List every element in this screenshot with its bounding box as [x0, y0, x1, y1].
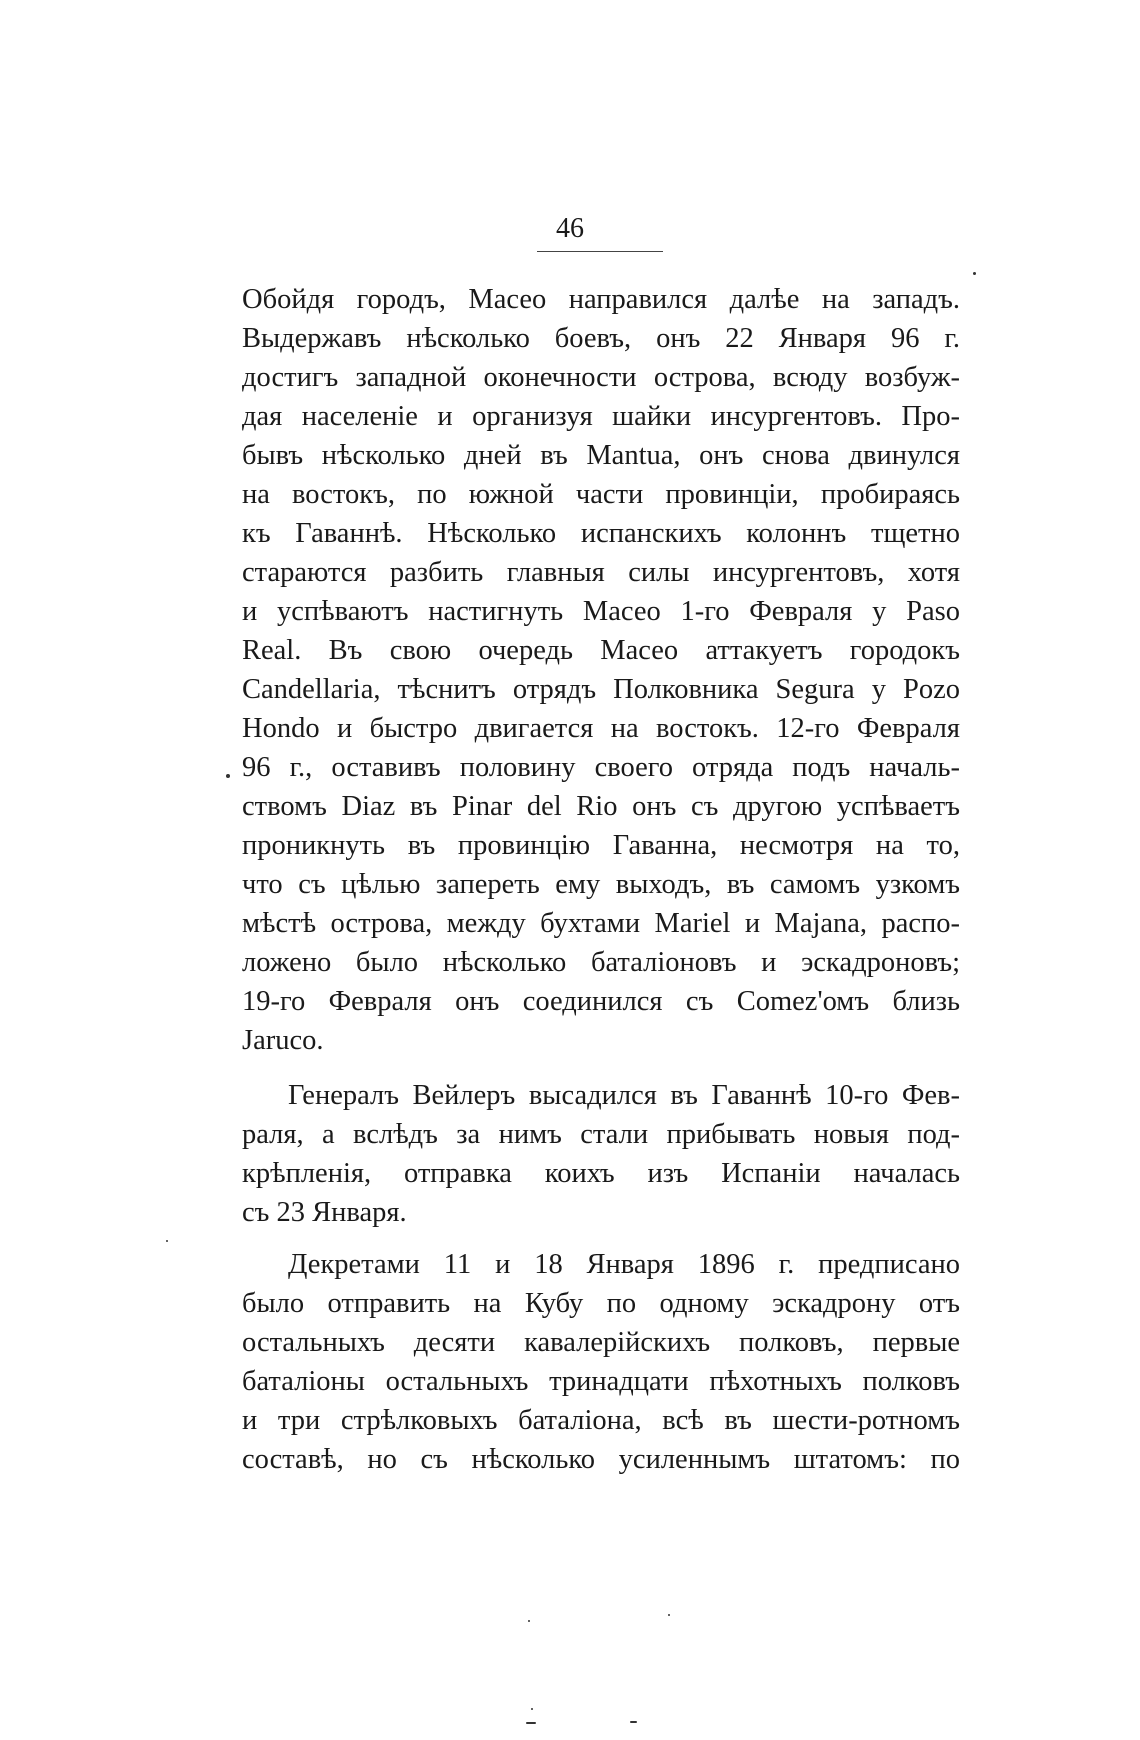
scan-speck — [226, 774, 230, 778]
scan-speck — [973, 272, 976, 275]
scan-speck — [526, 1722, 536, 1724]
text-line: стараются разбить главныя силы инсургентовъ, хотя — [242, 557, 960, 588]
text-line: остальныхъ десяти кавалерійскихъ полковъ, первые — [242, 1327, 960, 1358]
text-line: Декретами 11 и 18 Января 1896 г. предписано — [288, 1249, 960, 1280]
text-line: ложено было нѣсколько баталіоновъ и эскадроновъ; — [242, 947, 960, 978]
text-line: проникнуть въ провинцію Гаванна, несмотря на то, — [242, 830, 960, 861]
text-line: 19-го Февраля онъ соединился съ Comez'омъ близь — [242, 986, 960, 1017]
text-line: Candellaria, тѣснитъ отрядъ Полковника Segura у Pozo — [242, 674, 960, 705]
text-line: мѣстѣ острова, между бухтами Mariel и Majana, распо- — [242, 908, 960, 939]
scan-speck — [528, 1620, 530, 1622]
page-number-rule — [537, 251, 663, 252]
text-line: 96 г., оставивъ половину своего отряда подъ началь- — [242, 752, 960, 783]
text-line: Real. Въ свою очередь Масео аттакуетъ городокъ — [242, 635, 960, 666]
text-line: крѣпленія, отправка коихъ изъ Испаніи началась — [242, 1158, 960, 1189]
text-line: что съ цѣлью запереть ему выходъ, въ самомъ узкомъ — [242, 869, 960, 900]
text-line: бывъ нѣсколько дней въ Mantua, онъ снова двинулся — [242, 440, 960, 471]
text-line: раля, а вслѣдъ за нимъ стали прибывать новыя под- — [242, 1119, 960, 1150]
text-line: къ Гаваннѣ. Нѣсколько испанскихъ колоннъ тщетно — [242, 518, 960, 549]
scan-speck — [668, 1614, 670, 1616]
scan-speck — [531, 1708, 533, 1710]
text-line: и успѣваютъ настигнуть Масео 1-го Февраля у Paso — [242, 596, 960, 627]
text-line: на востокъ, по южной части провинціи, пробираясь — [242, 479, 960, 510]
text-line: баталіоны остальныхъ тринадцати пѣхотныхъ полковъ — [242, 1366, 960, 1397]
text-line: было отправить на Кубу по одному эскадрону отъ — [242, 1288, 960, 1319]
page-number: 46 — [556, 213, 584, 244]
text-line: Hondo и быстро двигается на востокъ. 12-го Февраля — [242, 713, 960, 744]
text-line: Выдержавъ нѣсколько боевъ, онъ 22 Января 96 г. — [242, 323, 960, 354]
text-line: ствомъ Diaz въ Pinar del Rio онъ съ другою успѣваетъ — [242, 791, 960, 822]
text-line: и три стрѣлковыхъ баталіона, всѣ въ шести-ротномъ — [242, 1405, 960, 1436]
text-line: достигъ западной оконечности острова, всюду возбуж- — [242, 362, 960, 393]
text-line: составѣ, но съ нѣсколько усиленнымъ штатомъ: по — [242, 1444, 960, 1475]
scan-speck — [166, 1240, 168, 1242]
text-line: Обойдя городъ, Масео направился далѣе на западъ. — [242, 284, 960, 315]
scan-speck — [630, 1721, 637, 1723]
text-line: дая населеніе и организуя шайки инсургентовъ. Про- — [242, 401, 960, 432]
text-line: съ 23 Января. — [242, 1197, 407, 1228]
text-line: Jaruco. — [242, 1025, 324, 1056]
text-line: Генералъ Вейлеръ высадился въ Гаваннѣ 10-го Фев- — [288, 1080, 960, 1111]
